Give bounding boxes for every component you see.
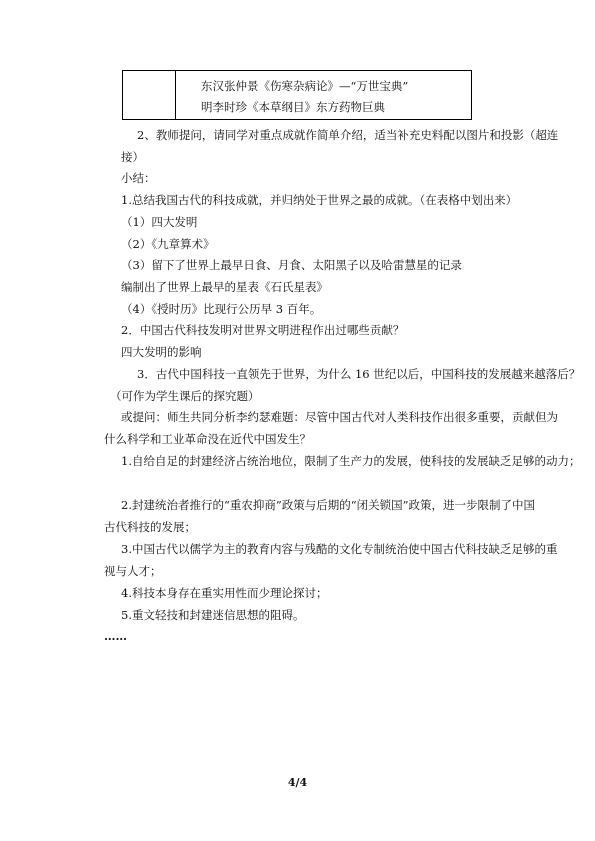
question-3-note: （可作为学生课后的探究题） <box>110 389 260 403</box>
summary-heading: 小结： <box>121 171 156 185</box>
reason-3-cont: 视与人才； <box>104 564 162 578</box>
question-2: 2．中国古代科技发明对世界文明进程作出过哪些贡献？ <box>121 323 405 337</box>
answer-1-item-2: （2）《九章算术》 <box>121 237 215 251</box>
reason-2: 2.封建统治者推行的“重农抑商”政策与后期的“闭关锁国”政策，进一步限制了中国 <box>121 498 535 512</box>
ellipsis: …… <box>104 629 127 643</box>
reason-2-cont: 古代科技的发展； <box>104 520 196 534</box>
reason-3: 3.中国古代以儒学为主的教育内容与残酷的文化专制统治使中国古代科技缺乏足够的重 <box>121 542 558 556</box>
table-column-divider <box>175 71 176 119</box>
answer-1-item-1: （1）四大发明 <box>121 215 198 229</box>
reason-1: 1.自给自足的封建经济占统治地位，限制了生产力的发展，使科技的发展缺乏足够的动力； <box>121 454 581 468</box>
table-row-bencao: 明李时珍《本草纲目》东方药物巨典 <box>201 100 385 114</box>
table-row-shanghan: 东汉张仲景《伤寒杂病论》—“万世宝典” <box>201 79 409 93</box>
answer-1-item-3: （3）留下了世界上最早日食、月食、太阳黑子以及哈雷慧星的记录 <box>121 258 462 272</box>
answer-2: 四大发明的影响 <box>121 345 202 359</box>
question-1: 1.总结我国古代的科技成就，并归纳处于世界之最的成就。（在表格中划出来） <box>121 193 518 207</box>
question-3: 3．古代中国科技一直领先于世界，为什么 16 世纪以后，中国科技的发展越来越落后？ <box>137 367 581 381</box>
paragraph-teacher-question-cont: 接） <box>121 150 144 164</box>
reason-4: 4.科技本身存在重实用性而少理论探讨； <box>121 586 328 600</box>
reason-5: 5.重文轻技和封建迷信思想的阻碍。 <box>121 608 305 622</box>
answer-1-item-4: （4）《授时历》比现行公历早 3 百年。 <box>121 302 322 316</box>
table-fragment <box>122 70 472 120</box>
paragraph-teacher-question: 2、教师提问，请同学对重点成就作简单介绍，适当补充史料配以图片和投影（超连 <box>137 128 559 142</box>
page-number: 4/4 <box>287 776 308 789</box>
question-3-alt-cont: 什么科学和工业革命没在近代中国发生？ <box>104 432 311 446</box>
question-3-alt: 或提问：师生共同分析李约瑟难题：尽管中国古代对人类科技作出很多重要，贡献但为 <box>121 410 558 424</box>
answer-1-item-3-cont: 编制出了世界上最早的星表《石氏星表》 <box>121 280 328 294</box>
